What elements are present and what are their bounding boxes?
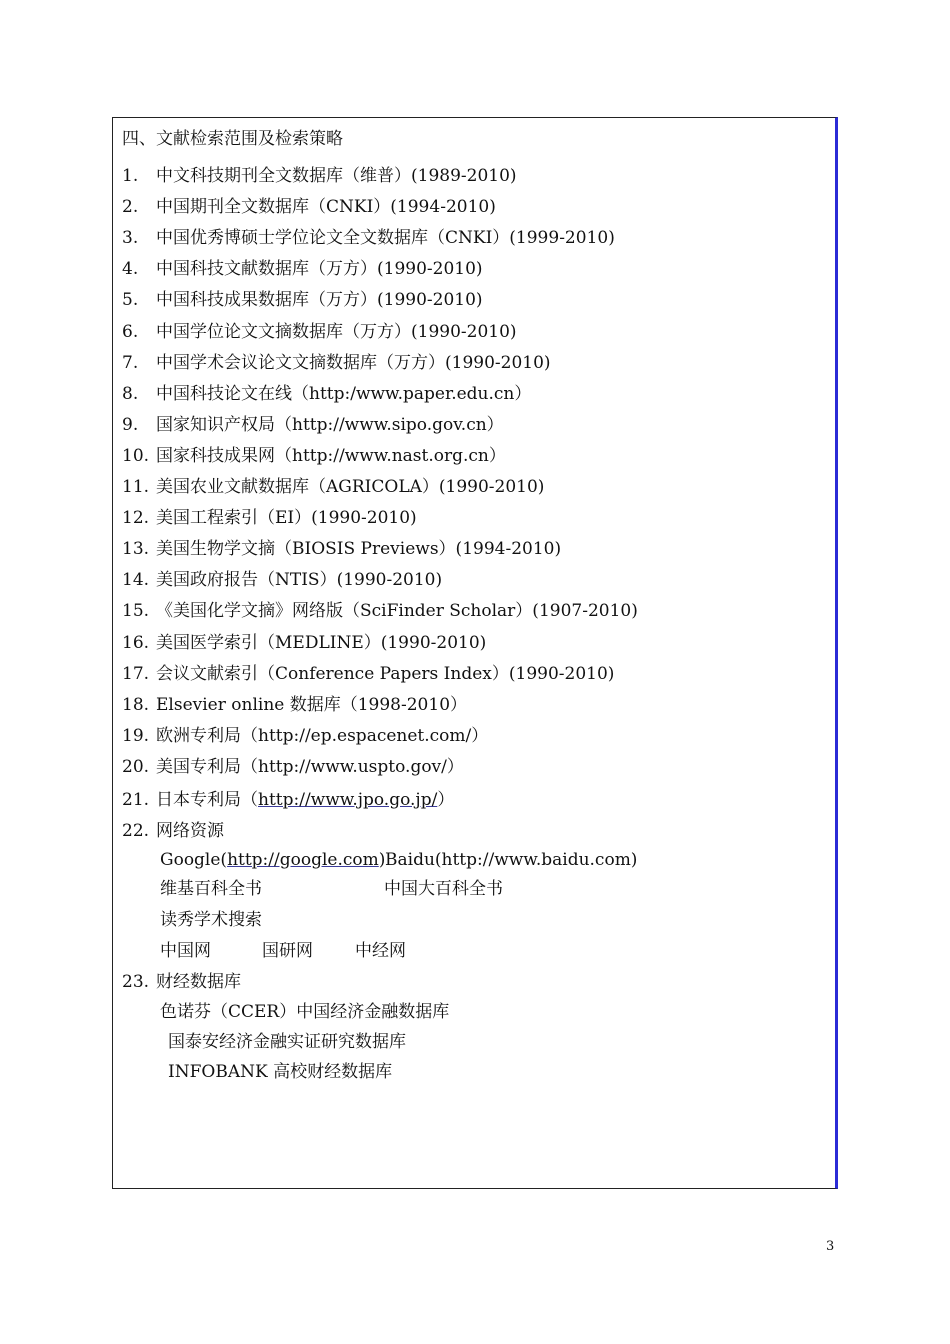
- item-text: 财经数据库: [156, 972, 241, 992]
- list-item: [122, 692, 467, 718]
- item-text: 欧洲专利局（http://ep.espacenet.com/）: [156, 726, 489, 746]
- list-item: [122, 567, 442, 593]
- item-text: 美国农业文献数据库（AGRICOLA）(1990-2010): [156, 477, 545, 497]
- list-item: [122, 381, 531, 407]
- jpo-link[interactable]: http://www.jpo.go.jp/: [258, 790, 438, 810]
- list-item-21: 21. 日本专利局（http://www.jpo.go.jp/）: [122, 787, 454, 813]
- item-text: 美国专利局（http://www.uspto.gov/）: [156, 757, 464, 777]
- item-number: 7.: [122, 353, 139, 373]
- list-item: [122, 661, 614, 687]
- item-number: 1.: [122, 166, 139, 186]
- item-number: 20.: [122, 757, 150, 777]
- list-item: [122, 598, 638, 624]
- list-item: [122, 225, 615, 251]
- list-item: [122, 194, 496, 220]
- item-number: 18.: [122, 695, 150, 715]
- duxiu-entry: 读秀学术搜索: [160, 910, 262, 930]
- list-item: [122, 474, 544, 500]
- encyclopedia-entry: 中国大百科全书: [384, 879, 503, 899]
- list-item: [122, 723, 488, 749]
- item-number: 15.: [122, 601, 150, 621]
- list-item: [122, 350, 551, 376]
- item-number: 17.: [122, 664, 150, 684]
- item-text: 中国学位论文文摘数据库（万方）(1990-2010): [156, 322, 517, 342]
- list-item: [122, 536, 561, 562]
- item-number: 5.: [122, 290, 139, 310]
- baidu-entry: Baidu(http://www.baidu.com): [385, 850, 638, 870]
- item-text: 美国医学索引（MEDLINE）(1990-2010): [156, 633, 487, 653]
- item-text: Elsevier online 数据库（1998-2010）: [156, 695, 468, 715]
- item-text: 中国期刊全文数据库（CNKI）(1994-2010): [156, 197, 496, 217]
- item-text: 中国学术会议论文文摘数据库（万方）(1990-2010): [156, 353, 551, 373]
- item-number: 9.: [122, 415, 139, 435]
- page-number: 3: [826, 1239, 835, 1254]
- item-text: 中国科技成果数据库（万方）(1990-2010): [156, 290, 483, 310]
- list-item: [122, 163, 517, 189]
- item-text: 国家知识产权局（http://www.sipo.gov.cn）: [156, 415, 504, 435]
- item-number: 8.: [122, 384, 139, 404]
- item-number: 11.: [122, 477, 150, 497]
- zhongjing-net-entry: 中经网: [355, 941, 406, 961]
- item-number: 21.: [122, 790, 150, 810]
- item-text: 会议文献索引（Conference Papers Index）(1990-2010): [156, 664, 615, 684]
- item-number: 10.: [122, 446, 150, 466]
- item-number: 3.: [122, 228, 139, 248]
- item-text: 美国工程索引（EI）(1990-2010): [156, 508, 417, 528]
- google-entry: Google(http://google.com): [160, 850, 386, 870]
- list-item: [122, 287, 483, 313]
- list-item: [122, 256, 483, 282]
- infobank-entry: INFOBANK 高校财经数据库: [168, 1062, 393, 1082]
- item-number: 16.: [122, 633, 150, 653]
- list-item: [122, 443, 506, 469]
- section-title: 四、文献检索范围及检索策略: [122, 129, 343, 149]
- item-text: 《美国化学文摘》网络版（SciFinder Scholar）(1907-2010): [156, 601, 638, 621]
- item-text: 美国政府报告（NTIS）(1990-2010): [156, 570, 443, 590]
- list-item: [122, 630, 486, 656]
- list-item-22: [122, 818, 224, 844]
- item-text: 网络资源: [156, 821, 224, 841]
- item-text: 国家科技成果网（http://www.nast.org.cn）: [156, 446, 506, 466]
- item-text: 中国科技论文在线（http:/www.paper.edu.cn）: [156, 384, 532, 404]
- wiki-entry: 维基百科全书: [160, 879, 262, 899]
- item-number: 2.: [122, 197, 139, 217]
- list-item: [122, 505, 417, 531]
- list-item: [122, 754, 464, 780]
- list-item: [122, 319, 517, 345]
- item-number: 12.: [122, 508, 150, 528]
- list-item-23: [122, 969, 241, 995]
- china-net-entry: 中国网: [160, 941, 211, 961]
- gta-entry: 国泰安经济金融实证研究数据库: [168, 1032, 406, 1052]
- item-text: 中文科技期刊全文数据库（维普）(1989-2010): [156, 166, 517, 186]
- list-item: [122, 412, 504, 438]
- item-text: 中国优秀博硕士学位论文全文数据库（CNKI）(1999-2010): [156, 228, 615, 248]
- item-text: 美国生物学文摘（BIOSIS Previews）(1994-2010): [156, 539, 562, 559]
- item-number: 22.: [122, 821, 150, 841]
- guoyan-net-entry: 国研网: [262, 941, 313, 961]
- item-number: 19.: [122, 726, 150, 746]
- google-link[interactable]: http://google.com: [227, 850, 379, 870]
- item-text: 日本专利局（: [156, 790, 258, 810]
- item-number: 6.: [122, 322, 139, 342]
- item-number: 13.: [122, 539, 150, 559]
- item-number: 23.: [122, 972, 150, 992]
- ccer-entry: 色诺芬（CCER）中国经济金融数据库: [160, 1002, 450, 1022]
- item-text: 中国科技文献数据库（万方）(1990-2010): [156, 259, 483, 279]
- item-number: 4.: [122, 259, 139, 279]
- item-number: 14.: [122, 570, 150, 590]
